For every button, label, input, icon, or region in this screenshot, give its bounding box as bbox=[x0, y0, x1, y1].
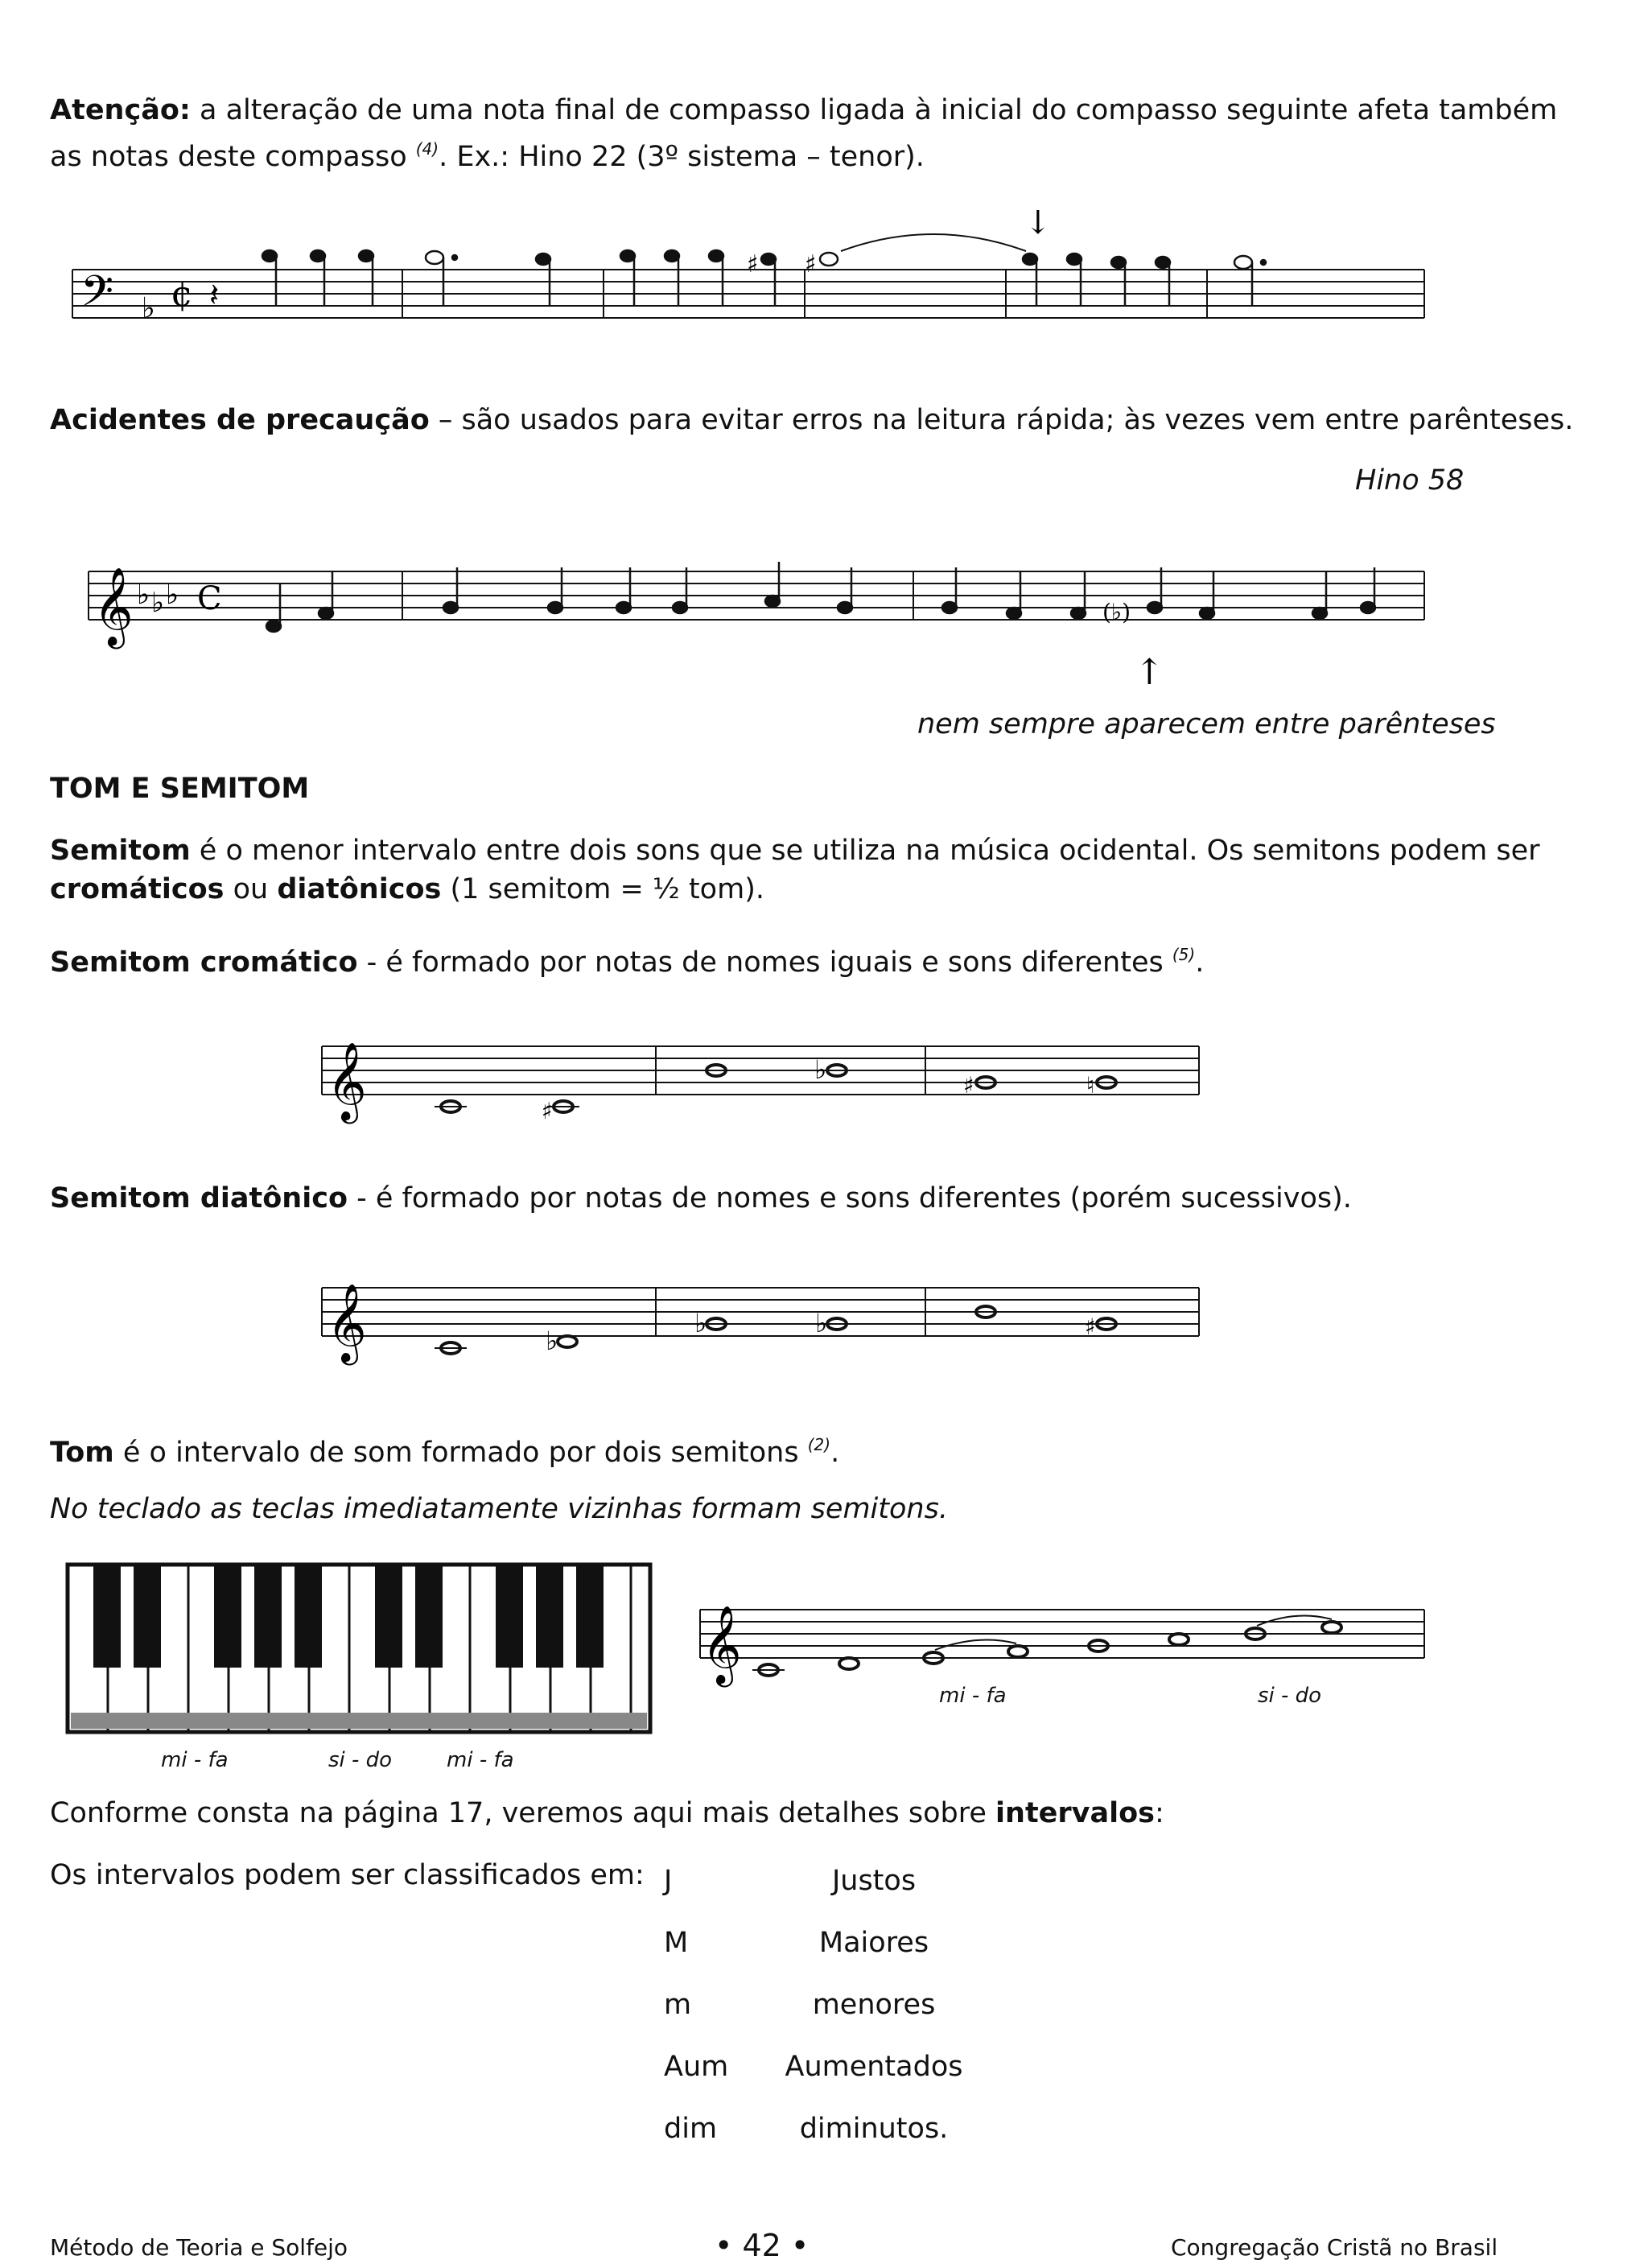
intervalos-classificados: Os intervalos podem ser classificados em: bbox=[50, 1859, 645, 1891]
interval-code-dim: dim bbox=[664, 2113, 718, 2145]
tie-arc bbox=[841, 234, 1026, 251]
atencao-text-2: as notas deste compasso bbox=[50, 141, 416, 173]
interval-name-aumentados: Aumentados bbox=[785, 2051, 963, 2083]
staff-example-hino-58 bbox=[48, 523, 1432, 692]
sharp-accidental: ♯ bbox=[1085, 1313, 1096, 1340]
acidentes-text: – são usados para evitar erros na leitura rápida; às vezes vem entre parênteses. bbox=[429, 404, 1574, 436]
cromatico-end: . bbox=[1195, 946, 1205, 979]
semitom-text-2: (1 semitom = ½ tom). bbox=[441, 873, 764, 905]
intervalos-colon: : bbox=[1154, 1797, 1164, 1829]
cromatico-line bbox=[50, 934, 1204, 983]
footnote-ref: (5) bbox=[1172, 945, 1196, 964]
diatonicos-term: diatônicos bbox=[277, 873, 442, 905]
acidentes-line bbox=[50, 400, 1573, 440]
interval-code-aum: Aum bbox=[664, 2051, 729, 2083]
treble-clef: 𝄞 bbox=[327, 1283, 367, 1362]
interval-name-justos: Justos bbox=[831, 1865, 917, 1897]
flat-precaution: (♭) bbox=[1102, 599, 1131, 625]
arrow-up: ↑ bbox=[1135, 652, 1164, 692]
keyboard-label-mi-fa-1: mi - fa bbox=[161, 1748, 229, 1772]
semitom-text: é o menor intervalo entre dois sons que se utiliza na música ocidental. Os semitons podem ser bbox=[190, 835, 1540, 867]
interval-name-maiores: Maiores bbox=[818, 1927, 929, 1959]
treble-clef: 𝄞 bbox=[702, 1605, 742, 1684]
tom-label: Tom bbox=[50, 1437, 114, 1469]
footnote-ref: (4) bbox=[415, 139, 439, 159]
teclado-note: No teclado as teclas imediatamente vizinhas formam semitons. bbox=[50, 1493, 948, 1525]
ou-text: ou bbox=[224, 873, 278, 905]
staff-scale bbox=[692, 1577, 1432, 1690]
atencao-label: Atenção: bbox=[50, 94, 191, 126]
key-flat: ♭ bbox=[142, 292, 155, 325]
interval-code-m-upper: M bbox=[664, 1927, 689, 1959]
footer-right: Congregação Cristã no Brasil bbox=[1171, 2234, 1498, 2261]
keyboard-label-mi-fa-2: mi - fa bbox=[447, 1748, 514, 1772]
key-flat: ♭ bbox=[137, 579, 150, 611]
scale-label-mi-fa: mi - fa bbox=[939, 1684, 1007, 1708]
key-flat: ♭ bbox=[151, 587, 165, 619]
cromatico-label: Semitom cromático bbox=[50, 946, 358, 979]
semitom-line-2 bbox=[50, 869, 764, 909]
tom-line bbox=[50, 1425, 839, 1473]
intervalos-term: intervalos bbox=[995, 1797, 1155, 1829]
treble-clef: 𝄞 bbox=[93, 567, 134, 645]
semitom-line-1 bbox=[50, 831, 1540, 871]
atencao-text: a alteração de uma nota final de compasso ligada à inicial do compasso seguinte afeta também bbox=[190, 94, 1558, 126]
treble-clef: 𝄞 bbox=[327, 1041, 367, 1120]
sharp-accidental: ♯ bbox=[747, 250, 759, 278]
interval-name-diminutos: diminutos. bbox=[799, 2113, 949, 2145]
sharp-accidental: ♯ bbox=[805, 250, 817, 278]
intervalos-intro bbox=[50, 1793, 1164, 1833]
hino-58-label: Hino 58 bbox=[1355, 464, 1465, 497]
atencao-line-1 bbox=[50, 90, 1557, 130]
sharp-accidental: ♯ bbox=[963, 1072, 974, 1099]
footer-left: Método de Teoria e Solfejo bbox=[50, 2234, 348, 2261]
interval-code-j: J bbox=[664, 1865, 673, 1897]
keyboard-label-si-do: si - do bbox=[328, 1748, 393, 1772]
flat-accidental: ♭ bbox=[694, 1308, 707, 1338]
sharp-accidental: ♯ bbox=[542, 1098, 553, 1124]
scale-label-si-do: si - do bbox=[1258, 1684, 1322, 1708]
flat-accidental: ♭ bbox=[814, 1054, 827, 1085]
bass-clef: 𝄢 bbox=[80, 267, 114, 327]
flat-accidental: ♭ bbox=[546, 1326, 558, 1356]
atencao-text-3: . Ex.: Hino 22 (3º sistema – tenor). bbox=[439, 141, 925, 173]
atencao-line-2 bbox=[50, 129, 925, 177]
interval-code-m-lower: m bbox=[664, 1989, 692, 2021]
arrow-down: ↓ bbox=[1024, 204, 1052, 241]
cromaticos-term: cromáticos bbox=[50, 873, 225, 905]
piano-keyboard bbox=[64, 1561, 660, 1771]
page-number: • 42 • bbox=[715, 2228, 810, 2263]
diatonico-label: Semitom diatônico bbox=[50, 1182, 348, 1214]
staff-semitom-diatonico bbox=[306, 1256, 1215, 1384]
tom-end: . bbox=[830, 1437, 840, 1469]
diatonico-text: - é formado por notas de nomes e sons diferentes (porém sucessivos). bbox=[348, 1182, 1352, 1214]
tom-text: é o intervalo de som formado por dois semitons bbox=[113, 1437, 808, 1469]
natural-accidental: ♮ bbox=[1086, 1072, 1095, 1099]
staff-example-bass bbox=[48, 193, 1432, 354]
common-time: C bbox=[197, 580, 222, 617]
acidentes-caption: nem sempre aparecem entre parênteses bbox=[917, 708, 1496, 740]
diatonico-line bbox=[50, 1178, 1352, 1219]
flat-accidental: ♭ bbox=[815, 1308, 828, 1338]
acidentes-label: Acidentes de precaução bbox=[50, 404, 430, 436]
semitom-label: Semitom bbox=[50, 835, 191, 867]
key-flat: ♭ bbox=[166, 579, 179, 611]
footnote-ref: (2) bbox=[807, 1435, 831, 1454]
intervalos-intro-text: Conforme consta na página 17, veremos aqui mais detalhes sobre bbox=[50, 1797, 996, 1829]
section-title: TOM E SEMITOM bbox=[50, 773, 310, 805]
quarter-rest: 𝄽 bbox=[209, 277, 220, 314]
cromatico-text: - é formado por notas de nomes iguais e sons diferentes bbox=[357, 946, 1172, 979]
cut-time: ¢ bbox=[171, 274, 193, 315]
interval-name-menores: menores bbox=[812, 1989, 936, 2021]
staff-semitom-cromatico bbox=[306, 1014, 1215, 1143]
